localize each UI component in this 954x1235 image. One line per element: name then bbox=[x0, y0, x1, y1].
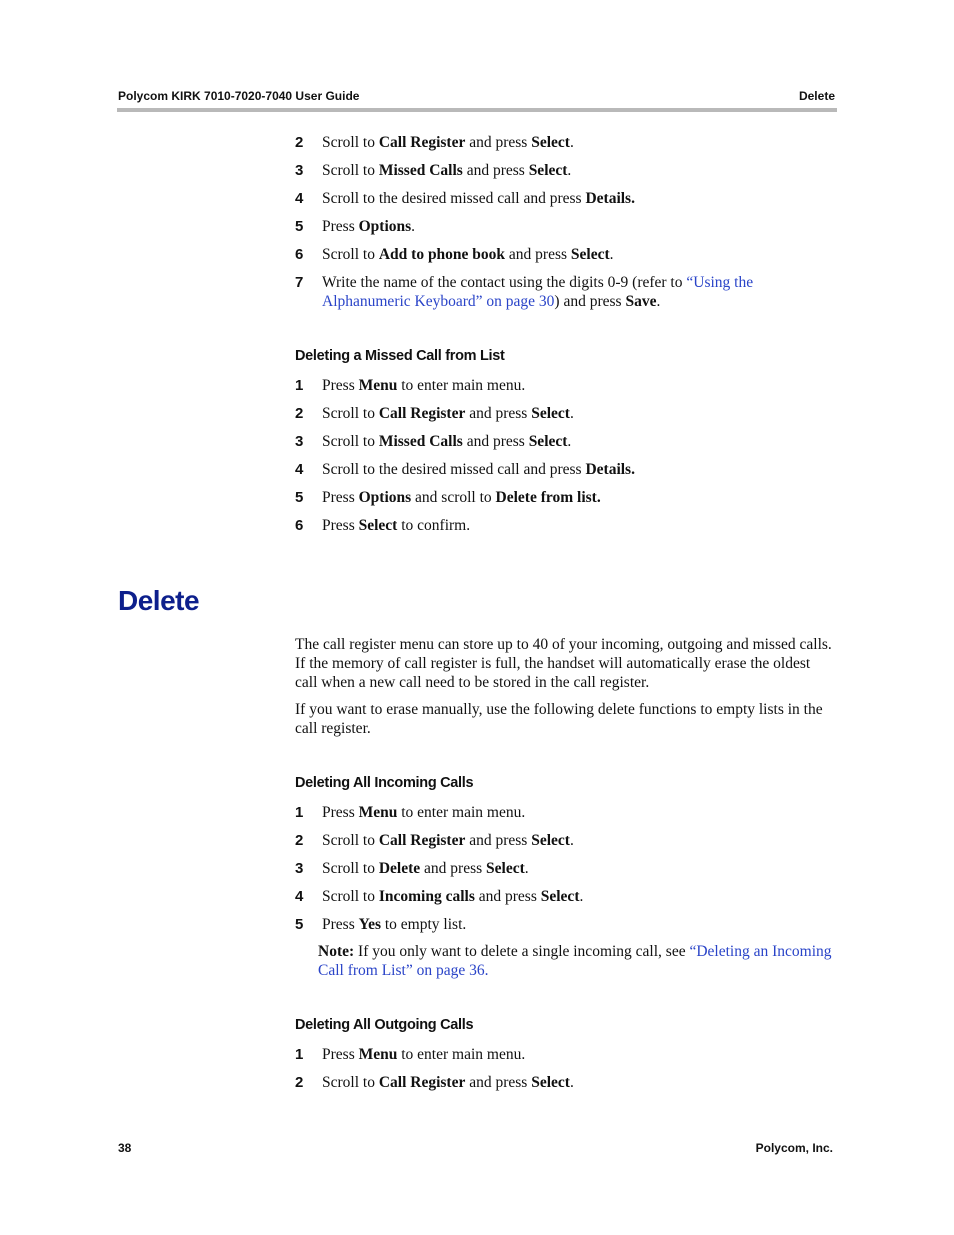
step-number: 1 bbox=[295, 377, 304, 394]
step-number: 2 bbox=[295, 832, 304, 849]
page-number: 38 bbox=[118, 1141, 132, 1155]
step-number: 5 bbox=[295, 218, 304, 235]
running-header bbox=[118, 89, 835, 103]
step-number: 5 bbox=[295, 489, 304, 506]
step-text: Press Menu to enter main menu. bbox=[322, 1046, 526, 1063]
missed-call-heading: Deleting a Missed Call from List bbox=[295, 348, 505, 364]
step-number: 2 bbox=[295, 134, 304, 151]
step-number: 2 bbox=[295, 1074, 304, 1091]
step-number: 4 bbox=[295, 461, 304, 478]
note-label: Note: bbox=[318, 943, 355, 960]
step-number: 3 bbox=[295, 433, 304, 450]
step-text: Scroll to Missed Calls and press Select. bbox=[322, 433, 572, 450]
delete-intro-paragraph: The call register menu can store up to 40 of your incoming, outgoing and missed calls. If the memory of call register is full, the handset will automatically erase the oldest call when a new call need to be stored in the call register. bbox=[295, 636, 832, 691]
step-number: 3 bbox=[295, 162, 304, 179]
step-text: Scroll to the desired missed call and press Details. bbox=[322, 190, 635, 207]
step-text: Scroll to Call Register and press Select. bbox=[322, 134, 574, 151]
step-number: 7 bbox=[295, 274, 304, 291]
step-number: 5 bbox=[295, 916, 304, 933]
header-section-title: Delete bbox=[798, 89, 835, 103]
step-text: Scroll to Add to phone book and press Select. bbox=[322, 246, 614, 263]
incoming-calls-heading: Deleting All Incoming Calls bbox=[295, 775, 474, 791]
header-doc-title: Polycom KIRK 7010-7020-7040 User Guide bbox=[118, 89, 360, 103]
step-text: Press Options and scroll to Delete from list. bbox=[322, 489, 601, 506]
step-number: 2 bbox=[295, 405, 304, 422]
step-text: Scroll to Call Register and press Select. bbox=[322, 405, 574, 422]
step-text: Scroll to Call Register and press Select. bbox=[322, 832, 574, 849]
footer-company: Polycom, Inc. bbox=[755, 1141, 833, 1155]
header-rule bbox=[117, 108, 837, 112]
step-text: Press Select to confirm. bbox=[322, 517, 471, 534]
step-number: 4 bbox=[295, 888, 304, 905]
section-title-delete: Delete bbox=[118, 585, 200, 616]
step-text: Scroll to Call Register and press Select. bbox=[322, 1074, 574, 1091]
alphanumeric-keyboard-link[interactable]: “Using the Alphanumeric Keyboard” on page 30 bbox=[322, 274, 754, 310]
step-text: Press Options. bbox=[322, 218, 416, 235]
step-number: 6 bbox=[295, 246, 304, 263]
step-text: Scroll to the desired missed call and press Details. bbox=[322, 461, 635, 478]
step-number: 3 bbox=[295, 860, 304, 877]
incoming-note: Note: If you only want to delete a single incoming call, see “Deleting an Incoming Call from List” on page 36. bbox=[318, 943, 832, 979]
step-text: Scroll to Delete and press Select. bbox=[322, 860, 529, 877]
outgoing-calls-heading: Deleting All Outgoing Calls bbox=[295, 1017, 474, 1033]
step-number: 1 bbox=[295, 804, 304, 821]
step-number: 6 bbox=[295, 517, 304, 534]
deleting-incoming-call-link[interactable]: “Deleting an Incoming Call from List” on page 36. bbox=[318, 943, 832, 979]
step-text: Write the name of the contact using the digits 0-9 (refer to “Using the Alphanumeric Keyboard” on page 30) and press Save. bbox=[322, 274, 754, 310]
step-text: Press Menu to enter main menu. bbox=[322, 377, 526, 394]
step-text: Press Yes to empty list. bbox=[322, 916, 467, 933]
step-number: 1 bbox=[295, 1046, 304, 1063]
step-number: 4 bbox=[295, 190, 304, 207]
step-text: Scroll to Incoming calls and press Select. bbox=[322, 888, 584, 905]
step-text: Press Menu to enter main menu. bbox=[322, 804, 526, 821]
step-text: Scroll to Missed Calls and press Select. bbox=[322, 162, 572, 179]
delete-manual-paragraph: If you want to erase manually, use the following delete functions to empty lists in the call register. bbox=[295, 701, 823, 737]
